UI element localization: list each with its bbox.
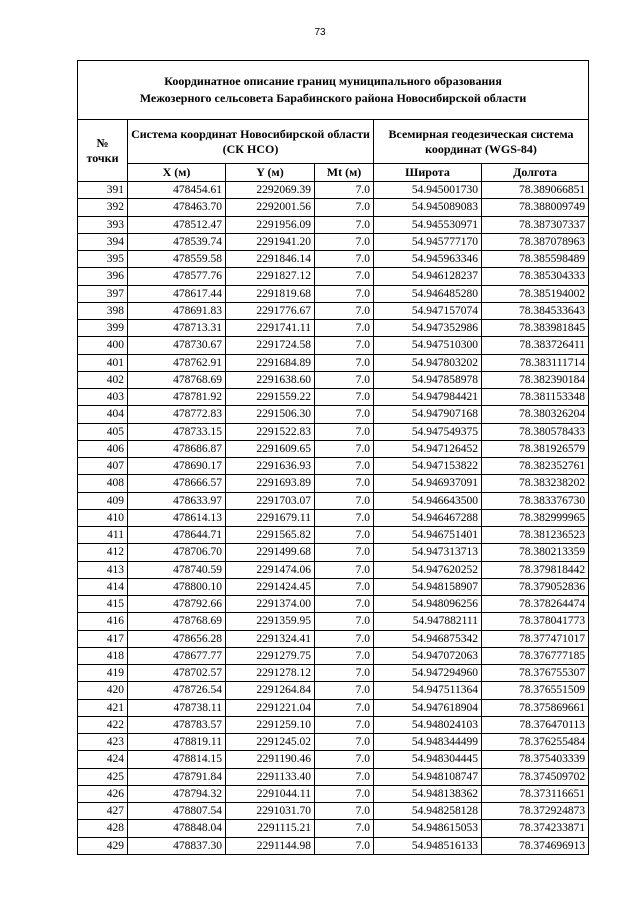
cell-mt: 7.0: [315, 837, 374, 854]
table-row: [78, 578, 589, 595]
table-title-line-1: Координатное описание границ муниципального образования: [164, 74, 502, 88]
cell-x: 478800.10: [128, 578, 226, 595]
cell-x: 478819.11: [128, 734, 226, 751]
header-y: Y (м): [226, 164, 315, 182]
cell-longitude: 78.380326204: [482, 406, 589, 423]
cell-mt: 7.0: [315, 458, 374, 475]
cell-mt: 7.0: [315, 320, 374, 337]
cell-mt: 7.0: [315, 716, 374, 733]
cell-longitude: 78.383111714: [482, 354, 589, 371]
table-row: [78, 561, 589, 578]
cell-mt: 7.0: [315, 682, 374, 699]
cell-x: 478733.15: [128, 423, 226, 440]
cell-x: 478837.30: [128, 837, 226, 854]
table-row: [78, 751, 589, 768]
table-row: [78, 734, 589, 751]
cell-x: 478706.70: [128, 544, 226, 561]
cell-point-number: 413: [78, 561, 128, 578]
cell-point-number: 412: [78, 544, 128, 561]
cell-point-number: 425: [78, 768, 128, 785]
cell-x: 478792.66: [128, 596, 226, 613]
cell-latitude: 54.947907168: [374, 406, 482, 423]
cell-latitude: 54.946875342: [374, 630, 482, 647]
header-point-number: № точки: [78, 120, 128, 182]
cell-longitude: 78.383981845: [482, 320, 589, 337]
cell-latitude: 54.948344499: [374, 734, 482, 751]
cell-y: 2291693.89: [226, 475, 315, 492]
cell-point-number: 406: [78, 440, 128, 457]
cell-mt: 7.0: [315, 216, 374, 233]
cell-mt: 7.0: [315, 561, 374, 578]
cell-latitude: 54.946937091: [374, 475, 482, 492]
cell-y: 2291559.22: [226, 389, 315, 406]
cell-x: 478617.44: [128, 285, 226, 302]
cell-longitude: 78.376755307: [482, 665, 589, 682]
cell-x: 478454.61: [128, 182, 226, 199]
cell-mt: 7.0: [315, 199, 374, 216]
cell-longitude: 78.376551509: [482, 682, 589, 699]
cell-longitude: 78.376777185: [482, 647, 589, 664]
cell-latitude: 54.947858978: [374, 371, 482, 388]
table-row: [78, 371, 589, 388]
cell-mt: 7.0: [315, 492, 374, 509]
table-row: [78, 820, 589, 837]
cell-y: 2291741.11: [226, 320, 315, 337]
cell-mt: 7.0: [315, 302, 374, 319]
cell-point-number: 401: [78, 354, 128, 371]
cell-latitude: 54.948516133: [374, 837, 482, 854]
cell-point-number: 421: [78, 699, 128, 716]
cell-y: 2291259.10: [226, 716, 315, 733]
cell-x: 478577.76: [128, 268, 226, 285]
cell-point-number: 420: [78, 682, 128, 699]
cell-mt: 7.0: [315, 509, 374, 526]
cell-longitude: 78.381153348: [482, 389, 589, 406]
cell-x: 478726.54: [128, 682, 226, 699]
cell-mt: 7.0: [315, 665, 374, 682]
cell-mt: 7.0: [315, 337, 374, 354]
cell-y: 2291499.68: [226, 544, 315, 561]
cell-y: 2291565.82: [226, 527, 315, 544]
cell-y: 2291359.95: [226, 613, 315, 630]
cell-x: 478512.47: [128, 216, 226, 233]
cell-latitude: 54.947352986: [374, 320, 482, 337]
table-title: [78, 61, 589, 120]
table-body: [78, 182, 589, 855]
table-row: [78, 251, 589, 268]
cell-latitude: 54.946751401: [374, 527, 482, 544]
cell-y: 2291245.02: [226, 734, 315, 751]
cell-latitude: 54.947294960: [374, 665, 482, 682]
cell-point-number: 416: [78, 613, 128, 630]
table-row: [78, 423, 589, 440]
cell-point-number: 426: [78, 785, 128, 802]
cell-y: 2291941.20: [226, 233, 315, 250]
cell-point-number: 418: [78, 647, 128, 664]
cell-y: 2291703.07: [226, 492, 315, 509]
cell-point-number: 422: [78, 716, 128, 733]
cell-x: 478738.11: [128, 699, 226, 716]
table-row: [78, 544, 589, 561]
cell-mt: 7.0: [315, 423, 374, 440]
cell-mt: 7.0: [315, 544, 374, 561]
table-title-line-2: Межозерного сельсовета Барабинского района Новосибирской области: [139, 91, 527, 105]
cell-y: 2291684.89: [226, 354, 315, 371]
cell-mt: 7.0: [315, 647, 374, 664]
cell-x: 478463.70: [128, 199, 226, 216]
cell-x: 478762.91: [128, 354, 226, 371]
cell-point-number: 424: [78, 751, 128, 768]
cell-y: 2291776.67: [226, 302, 315, 319]
cell-longitude: 78.384533643: [482, 302, 589, 319]
cell-latitude: 54.947618904: [374, 699, 482, 716]
cell-latitude: 54.946467288: [374, 509, 482, 526]
cell-longitude: 78.374233871: [482, 820, 589, 837]
cell-point-number: 417: [78, 630, 128, 647]
cell-mt: 7.0: [315, 475, 374, 492]
cell-x: 478791.84: [128, 768, 226, 785]
cell-y: 2291636.93: [226, 458, 315, 475]
table-row: [78, 768, 589, 785]
cell-y: 2291221.04: [226, 699, 315, 716]
cell-point-number: 427: [78, 803, 128, 820]
cell-mt: 7.0: [315, 268, 374, 285]
cell-y: 2292069.39: [226, 182, 315, 199]
cell-point-number: 394: [78, 233, 128, 250]
cell-latitude: 54.947620252: [374, 561, 482, 578]
table-row: [78, 268, 589, 285]
cell-point-number: 399: [78, 320, 128, 337]
cell-y: 2291279.75: [226, 647, 315, 664]
cell-latitude: 54.948304445: [374, 751, 482, 768]
cell-longitude: 78.381236523: [482, 527, 589, 544]
cell-latitude: 54.947511364: [374, 682, 482, 699]
cell-y: 2291609.65: [226, 440, 315, 457]
cell-x: 478686.87: [128, 440, 226, 457]
table-row: [78, 302, 589, 319]
cell-x: 478807.54: [128, 803, 226, 820]
cell-x: 478644.71: [128, 527, 226, 544]
table-row: [78, 458, 589, 475]
cell-x: 478677.77: [128, 647, 226, 664]
cell-mt: 7.0: [315, 768, 374, 785]
coordinates-table: [77, 60, 589, 855]
table-row: [78, 785, 589, 802]
cell-longitude: 78.380578433: [482, 423, 589, 440]
cell-latitude: 54.948615053: [374, 820, 482, 837]
cell-point-number: 414: [78, 578, 128, 595]
cell-longitude: 78.374509702: [482, 768, 589, 785]
cell-latitude: 54.948024103: [374, 716, 482, 733]
cell-mt: 7.0: [315, 371, 374, 388]
cell-x: 478702.57: [128, 665, 226, 682]
cell-latitude: 54.947313713: [374, 544, 482, 561]
cell-y: 2291846.14: [226, 251, 315, 268]
cell-point-number: 415: [78, 596, 128, 613]
cell-longitude: 78.382352761: [482, 458, 589, 475]
cell-mt: 7.0: [315, 182, 374, 199]
cell-point-number: 407: [78, 458, 128, 475]
cell-mt: 7.0: [315, 578, 374, 595]
cell-point-number: 405: [78, 423, 128, 440]
table-row: [78, 216, 589, 233]
cell-longitude: 78.381926579: [482, 440, 589, 457]
cell-y: 2291144.98: [226, 837, 315, 854]
cell-latitude: 54.946643500: [374, 492, 482, 509]
cell-point-number: 428: [78, 820, 128, 837]
table-row: [78, 699, 589, 716]
cell-point-number: 395: [78, 251, 128, 268]
cell-y: 2291190.46: [226, 751, 315, 768]
table-row: [78, 509, 589, 526]
cell-x: 478614.13: [128, 509, 226, 526]
cell-latitude: 54.946128237: [374, 268, 482, 285]
table-row: [78, 285, 589, 302]
table-row: [78, 199, 589, 216]
cell-point-number: 423: [78, 734, 128, 751]
table-row: [78, 492, 589, 509]
cell-longitude: 78.375869661: [482, 699, 589, 716]
cell-y: 2291638.60: [226, 371, 315, 388]
cell-latitude: 54.948108747: [374, 768, 482, 785]
cell-latitude: 54.947126452: [374, 440, 482, 457]
cell-y: 2291324.41: [226, 630, 315, 647]
cell-mt: 7.0: [315, 751, 374, 768]
table-row: [78, 337, 589, 354]
table-row: [78, 837, 589, 854]
cell-mt: 7.0: [315, 389, 374, 406]
cell-y: 2291474.06: [226, 561, 315, 578]
cell-longitude: 78.379052836: [482, 578, 589, 595]
cell-point-number: 409: [78, 492, 128, 509]
cell-longitude: 78.378264474: [482, 596, 589, 613]
table-row: [78, 682, 589, 699]
header-latitude: Широта: [374, 164, 482, 182]
cell-longitude: 78.389066851: [482, 182, 589, 199]
cell-latitude: 54.945089083: [374, 199, 482, 216]
cell-point-number: 429: [78, 837, 128, 854]
cell-longitude: 78.383726411: [482, 337, 589, 354]
table-row: [78, 440, 589, 457]
cell-latitude: 54.947157074: [374, 302, 482, 319]
cell-y: 2291827.12: [226, 268, 315, 285]
cell-point-number: 392: [78, 199, 128, 216]
cell-x: 478713.31: [128, 320, 226, 337]
header-wgs-system: Всемирная геодезическая система координат (WGS-84): [374, 120, 589, 164]
cell-latitude: 54.947072063: [374, 647, 482, 664]
cell-y: 2291679.11: [226, 509, 315, 526]
cell-latitude: 54.947803202: [374, 354, 482, 371]
cell-x: 478794.32: [128, 785, 226, 802]
table-row: [78, 613, 589, 630]
cell-longitude: 78.388009749: [482, 199, 589, 216]
header-longitude: Долгота: [482, 164, 589, 182]
cell-y: 2291819.68: [226, 285, 315, 302]
cell-y: 2291956.09: [226, 216, 315, 233]
cell-mt: 7.0: [315, 613, 374, 630]
cell-x: 478633.97: [128, 492, 226, 509]
cell-longitude: 78.376470113: [482, 716, 589, 733]
table-row: [78, 354, 589, 371]
cell-longitude: 78.376255484: [482, 734, 589, 751]
cell-latitude: 54.945001730: [374, 182, 482, 199]
cell-point-number: 410: [78, 509, 128, 526]
cell-mt: 7.0: [315, 734, 374, 751]
cell-x: 478768.69: [128, 371, 226, 388]
cell-x: 478783.57: [128, 716, 226, 733]
cell-mt: 7.0: [315, 803, 374, 820]
table-row: [78, 406, 589, 423]
cell-y: 2291031.70: [226, 803, 315, 820]
cell-mt: 7.0: [315, 527, 374, 544]
cell-point-number: 398: [78, 302, 128, 319]
cell-longitude: 78.387307337: [482, 216, 589, 233]
cell-x: 478690.17: [128, 458, 226, 475]
header-local-system: Система координат Новосибирской области (СК НСО): [128, 120, 374, 164]
cell-longitude: 78.377471017: [482, 630, 589, 647]
cell-latitude: 54.948138362: [374, 785, 482, 802]
cell-y: 2291724.58: [226, 337, 315, 354]
cell-latitude: 54.946485280: [374, 285, 482, 302]
cell-y: 2291374.00: [226, 596, 315, 613]
table-row: [78, 596, 589, 613]
cell-y: 2291522.83: [226, 423, 315, 440]
cell-mt: 7.0: [315, 354, 374, 371]
cell-latitude: 54.947153822: [374, 458, 482, 475]
cell-longitude: 78.379818442: [482, 561, 589, 578]
cell-x: 478539.74: [128, 233, 226, 250]
cell-x: 478559.58: [128, 251, 226, 268]
cell-x: 478730.67: [128, 337, 226, 354]
cell-longitude: 78.374696913: [482, 837, 589, 854]
cell-latitude: 54.948096256: [374, 596, 482, 613]
cell-latitude: 54.948258128: [374, 803, 482, 820]
cell-x: 478772.83: [128, 406, 226, 423]
cell-latitude: 54.947984421: [374, 389, 482, 406]
cell-latitude: 54.947882111: [374, 613, 482, 630]
cell-latitude: 54.947510300: [374, 337, 482, 354]
cell-longitude: 78.387078963: [482, 233, 589, 250]
table-row: [78, 233, 589, 250]
cell-longitude: 78.383238202: [482, 475, 589, 492]
table-row: [78, 182, 589, 199]
cell-longitude: 78.385598489: [482, 251, 589, 268]
cell-longitude: 78.385304333: [482, 268, 589, 285]
table-row: [78, 665, 589, 682]
cell-point-number: 402: [78, 371, 128, 388]
page-number: 73: [314, 27, 326, 38]
header-x: X (м): [128, 164, 226, 182]
cell-x: 478691.83: [128, 302, 226, 319]
cell-mt: 7.0: [315, 630, 374, 647]
cell-point-number: 408: [78, 475, 128, 492]
cell-x: 478781.92: [128, 389, 226, 406]
cell-point-number: 393: [78, 216, 128, 233]
table-row: [78, 630, 589, 647]
table-row: [78, 716, 589, 733]
cell-y: 2291133.40: [226, 768, 315, 785]
cell-point-number: 404: [78, 406, 128, 423]
cell-x: 478768.69: [128, 613, 226, 630]
cell-point-number: 400: [78, 337, 128, 354]
cell-point-number: 411: [78, 527, 128, 544]
cell-longitude: 78.385194002: [482, 285, 589, 302]
cell-longitude: 78.383376730: [482, 492, 589, 509]
cell-longitude: 78.375403339: [482, 751, 589, 768]
cell-x: 478814.15: [128, 751, 226, 768]
cell-y: 2291506.30: [226, 406, 315, 423]
cell-x: 478848.04: [128, 820, 226, 837]
cell-latitude: 54.948158907: [374, 578, 482, 595]
cell-x: 478740.59: [128, 561, 226, 578]
table-row: [78, 389, 589, 406]
cell-y: 2292001.56: [226, 199, 315, 216]
cell-point-number: 396: [78, 268, 128, 285]
cell-point-number: 391: [78, 182, 128, 199]
cell-y: 2291044.11: [226, 785, 315, 802]
cell-point-number: 397: [78, 285, 128, 302]
cell-longitude: 78.373116651: [482, 785, 589, 802]
cell-point-number: 403: [78, 389, 128, 406]
cell-mt: 7.0: [315, 285, 374, 302]
cell-mt: 7.0: [315, 699, 374, 716]
cell-longitude: 78.378041773: [482, 613, 589, 630]
cell-longitude: 78.382390184: [482, 371, 589, 388]
cell-mt: 7.0: [315, 820, 374, 837]
header-mt: Mt (м): [315, 164, 374, 182]
cell-latitude: 54.945777170: [374, 233, 482, 250]
table-row: [78, 527, 589, 544]
table-row: [78, 803, 589, 820]
cell-latitude: 54.945530971: [374, 216, 482, 233]
cell-x: 478656.28: [128, 630, 226, 647]
cell-latitude: 54.947549375: [374, 423, 482, 440]
cell-latitude: 54.945963346: [374, 251, 482, 268]
cell-x: 478666.57: [128, 475, 226, 492]
cell-y: 2291424.45: [226, 578, 315, 595]
cell-mt: 7.0: [315, 251, 374, 268]
table-row: [78, 475, 589, 492]
cell-point-number: 419: [78, 665, 128, 682]
cell-mt: 7.0: [315, 785, 374, 802]
table-row: [78, 647, 589, 664]
cell-mt: 7.0: [315, 233, 374, 250]
cell-longitude: 78.382999965: [482, 509, 589, 526]
cell-y: 2291115.21: [226, 820, 315, 837]
cell-y: 2291264.84: [226, 682, 315, 699]
cell-longitude: 78.372924873: [482, 803, 589, 820]
cell-longitude: 78.380213359: [482, 544, 589, 561]
cell-mt: 7.0: [315, 596, 374, 613]
cell-y: 2291278.12: [226, 665, 315, 682]
cell-mt: 7.0: [315, 406, 374, 423]
table-row: [78, 320, 589, 337]
cell-mt: 7.0: [315, 440, 374, 457]
